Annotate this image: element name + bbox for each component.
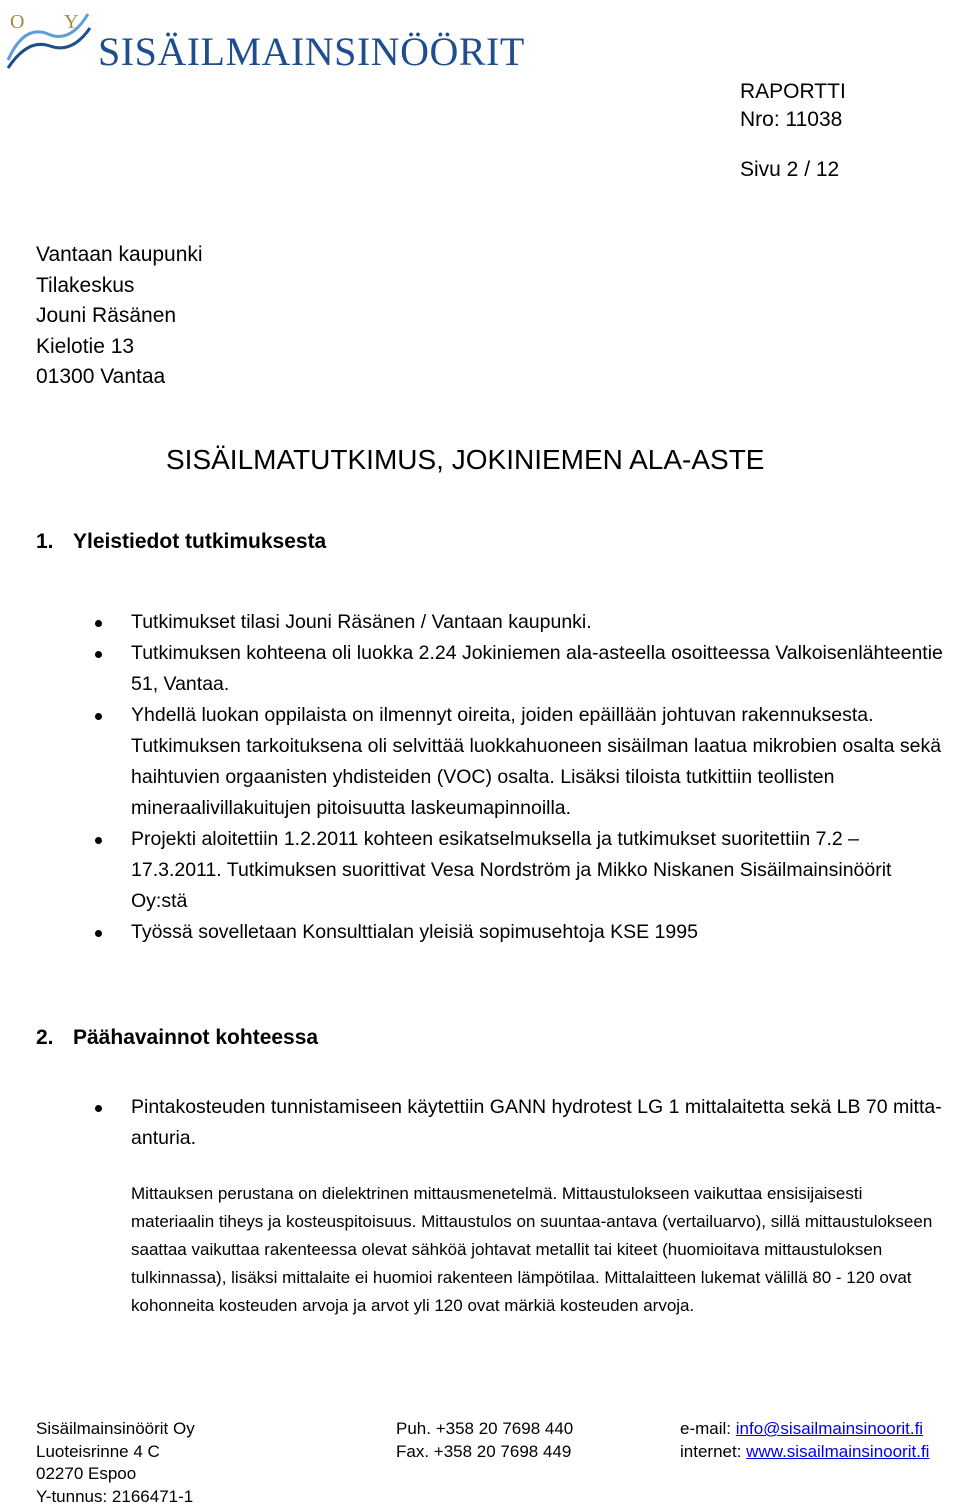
list-item-text: Työssä sovelletaan Konsulttialan yleisiä sopimusehtoja KSE 1995 xyxy=(131,921,698,943)
web-label: internet: xyxy=(680,1442,741,1461)
email-label: e-mail: xyxy=(680,1419,731,1438)
footer-web-row xyxy=(680,1441,929,1464)
list-item-text: Tutkimukset tilasi Jouni Räsänen / Vantaan kaupunki. xyxy=(131,611,592,633)
list-item xyxy=(36,700,946,824)
recipient-line: Vantaan kaupunki xyxy=(36,240,203,271)
footer-line: Luoteisrinne 4 C xyxy=(36,1441,195,1464)
bullet-icon xyxy=(95,837,102,844)
footer-company xyxy=(36,1418,195,1508)
list-item xyxy=(36,824,946,917)
recipient-address xyxy=(36,240,203,393)
recipient-line: Tilakeskus xyxy=(36,271,203,302)
report-number: Nro: 11038 xyxy=(740,106,846,134)
list-item-text: Pintakosteuden tunnistamiseen käytettiin GANN hydrotest LG 1 mittalaitetta sekä LB 70 mitta-anturia. xyxy=(131,1096,942,1149)
section-title: Yleistiedot tutkimuksesta xyxy=(73,530,326,553)
footer-email-row xyxy=(680,1418,929,1441)
company-logo xyxy=(4,4,544,76)
bullet-icon xyxy=(95,620,102,627)
list-item xyxy=(36,607,946,638)
list-item xyxy=(36,917,946,948)
footer-contact-block xyxy=(680,1418,929,1463)
bullet-icon xyxy=(95,1105,102,1112)
section-title: Päähavainnot kohteessa xyxy=(73,1026,318,1049)
footer-phone: Puh. +358 20 7698 440 xyxy=(396,1418,573,1441)
section-1-heading xyxy=(36,530,326,554)
logo-emblem-icon xyxy=(4,4,92,74)
section-number: 1. xyxy=(36,530,73,554)
page-number: Sivu 2 / 12 xyxy=(740,158,839,182)
footer-line: Sisäilmainsinöörit Oy xyxy=(36,1418,195,1441)
logo-wordmark: SISÄILMAINSINÖÖRIT xyxy=(98,28,525,75)
recipient-line: Jouni Räsänen xyxy=(36,301,203,332)
list-item-text: Projekti aloitettiin 1.2.2011 kohteen esikatselmuksella ja tutkimukset suoritettiin 7.2 – 17.3.2011. Tutkimuksen suorittivat Vesa Nordström ja Mikko Niskanen Sisäilmainsinöörit Oy:stä xyxy=(131,828,891,912)
email-link[interactable]: info@sisailmainsinoorit.fi xyxy=(736,1419,923,1438)
document-title: SISÄILMATUTKIMUS, JOKINIEMEN ALA-ASTE xyxy=(166,444,765,476)
section-2-heading xyxy=(36,1026,318,1050)
recipient-line: Kielotie 13 xyxy=(36,332,203,363)
bullet-icon xyxy=(95,651,102,658)
website-link[interactable]: www.sisailmainsinoorit.fi xyxy=(746,1442,929,1461)
recipient-line: 01300 Vantaa xyxy=(36,362,203,393)
section-number: 2. xyxy=(36,1026,73,1050)
report-label: RAPORTTI xyxy=(740,78,846,106)
bullet-icon xyxy=(95,713,102,720)
measurement-paragraph: Mittauksen perustana on dielektrinen mittausmenetelmä. Mittaustulokseen vaikuttaa ensisijaisesti materiaalin tiheys ja kosteuspitoisuus. Mittaustulos on suuntaa-antava (vertailuarvo), sillä mittaustulokseen saattaa vaikuttaa rakenteessa olevat sähköä johtavat metallit tai kiteet (huomioitava mittaustuloksen tulkinnassa), lisäksi mittalaite ei huomioi rakenteen lämpötilaa. Mittalaitteen lukemat välillä 80 - 120 ovat kohonneita kosteuden arvoja ja arvot yli 120 ovat märkiä kosteuden arvoja. xyxy=(131,1180,946,1320)
footer-line: Y-tunnus: 2166471-1 xyxy=(36,1486,195,1508)
footer-fax: Fax. +358 20 7698 449 xyxy=(396,1441,573,1464)
section-1-bullet-list xyxy=(36,607,946,948)
list-item xyxy=(36,638,946,700)
list-item xyxy=(36,1092,956,1154)
footer-phone-block xyxy=(396,1418,573,1463)
list-item-text: Tutkimuksen kohteena oli luokka 2.24 Jokiniemen ala-asteella osoitteessa Valkoisenlähteentie 51, Vantaa. xyxy=(131,642,943,695)
bullet-icon xyxy=(95,930,102,937)
footer-line: 02270 Espoo xyxy=(36,1463,195,1486)
logo-letter-o: O xyxy=(10,11,24,33)
report-header xyxy=(740,78,846,134)
list-item-text: Yhdellä luokan oppilaista on ilmennyt oireita, joiden epäillään johtuvan rakennuksesta. Tutkimuksen tarkoituksena oli selvittää luokkahuoneen sisäilman laatua mikrobien osalta sekä haihtuvien orgaanisten yhdisteiden (VOC) osalta. Lisäksi tiloista tutkittiin teollisten mineraalivillakuitujen pitoisuutta laskeumapinnoilla. xyxy=(131,704,941,819)
section-2-bullet-list xyxy=(36,1092,956,1154)
logo-letter-y: Y xyxy=(64,11,78,33)
